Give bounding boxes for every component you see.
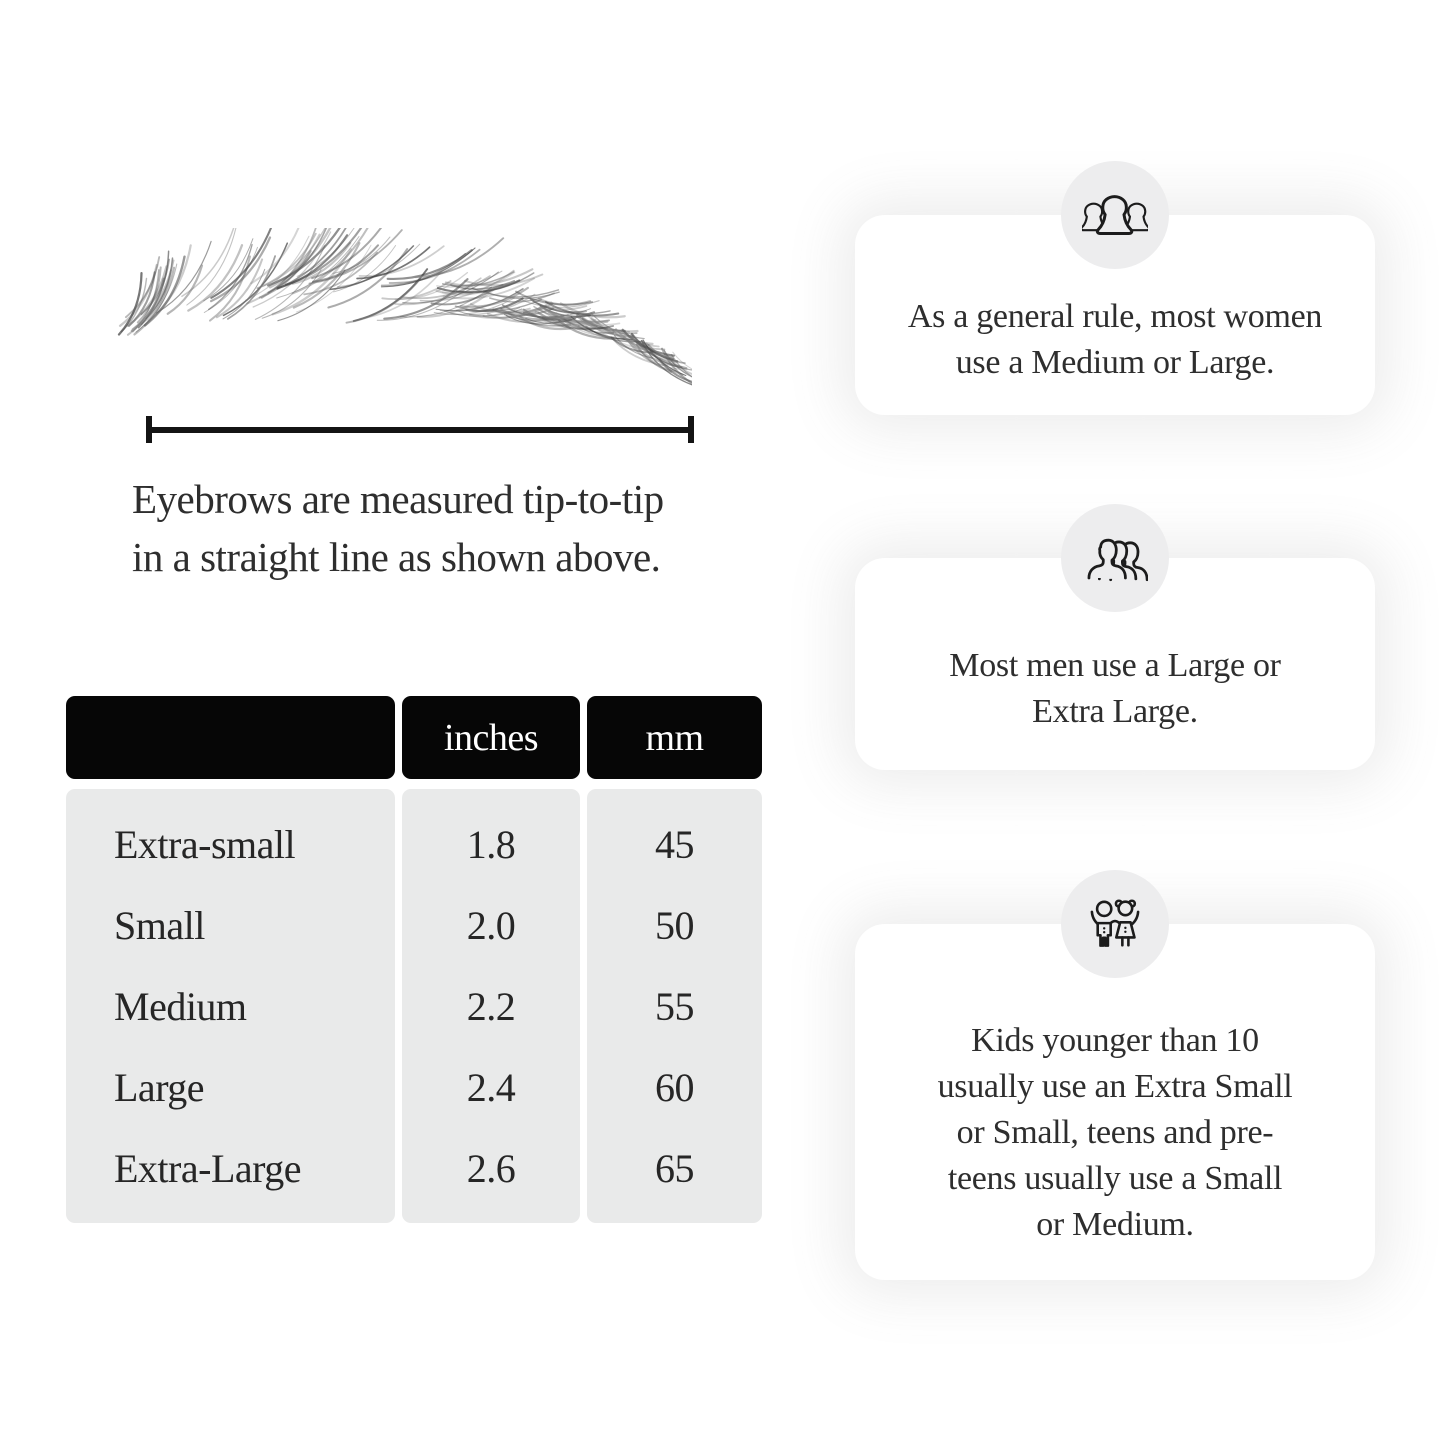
- size-table: [66, 696, 762, 1223]
- table-cell-inches: 2.2: [466, 983, 516, 1029]
- women-group-icon: [1061, 161, 1169, 269]
- table-cell-inches: 1.8: [466, 821, 516, 867]
- card-text-women: As a general rule, most women use a Medium or Large.: [907, 298, 1323, 381]
- table-header-sizes: [66, 696, 395, 779]
- measurement-bar: [152, 427, 688, 433]
- card-text-kids: Kids younger than 10 usually use an Extra Small or Small, teens and pre-teens usually use a Small or Medium.: [937, 1022, 1293, 1243]
- table-cell-size: Medium: [114, 983, 247, 1029]
- table-cell-inches: 2.4: [466, 1064, 516, 1110]
- card-text-men: Most men use a Large or Extra Large.: [949, 647, 1281, 730]
- table-header-inches: inches: [402, 696, 580, 779]
- measurement-caption: [132, 470, 664, 586]
- measurement-line: [146, 416, 694, 443]
- table-header-mm: mm: [587, 696, 762, 779]
- eyebrow-illustration: [112, 228, 692, 398]
- info-card-women: [855, 215, 1375, 415]
- table-cell-size: Large: [114, 1064, 205, 1110]
- table-body-mm: [587, 789, 762, 1223]
- info-cards: [855, 0, 1375, 1445]
- table-cell-mm: 60: [655, 1064, 694, 1110]
- table-cell-size: Extra-Large: [114, 1145, 301, 1191]
- eyebrow-sketch: [112, 228, 692, 398]
- size-table-column-sizes: [66, 696, 395, 1223]
- table-cell-mm: 65: [655, 1145, 694, 1191]
- table-cell-inches: 2.0: [466, 902, 516, 948]
- table-cell-mm: 45: [655, 821, 694, 867]
- children-icon: [1061, 870, 1169, 978]
- measurement-end-cap-right: [688, 416, 694, 443]
- table-cell-mm: 55: [655, 983, 694, 1029]
- table-body-inches: [402, 789, 580, 1223]
- table-cell-size: Extra-small: [114, 821, 296, 867]
- caption-line-2: in a straight line as shown above.: [132, 534, 661, 580]
- info-card-men: [855, 558, 1375, 770]
- info-card-kids: [855, 924, 1375, 1280]
- table-cell-inches: 2.6: [466, 1145, 516, 1191]
- men-group-icon: [1061, 504, 1169, 612]
- size-table-column-inches: [402, 696, 580, 1223]
- table-cell-mm: 50: [655, 902, 694, 948]
- caption-line-1: Eyebrows are measured tip-to-tip: [132, 476, 664, 522]
- table-cell-size: Small: [114, 902, 205, 948]
- table-body-sizes: [66, 789, 395, 1223]
- size-table-column-mm: [587, 696, 762, 1223]
